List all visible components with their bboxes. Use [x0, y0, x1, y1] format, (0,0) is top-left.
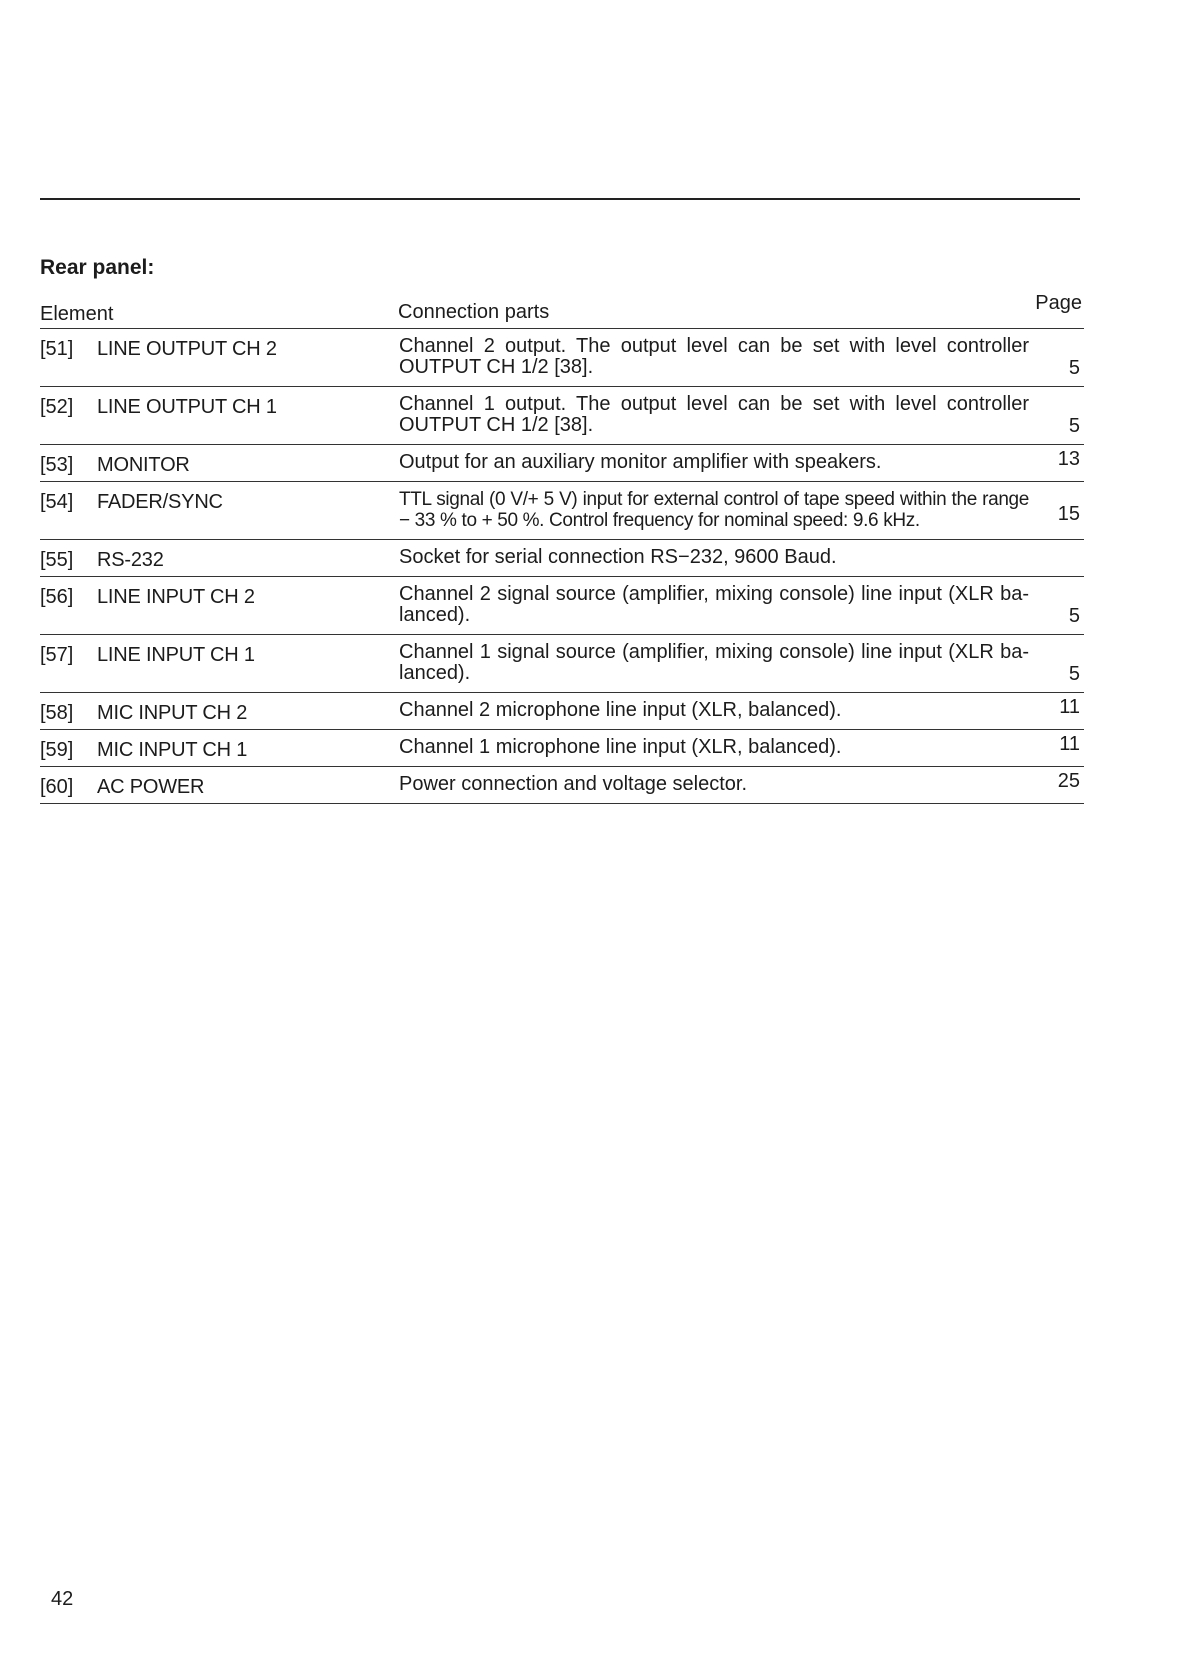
row-page: 13 — [1057, 448, 1080, 470]
table-row — [40, 445, 1084, 482]
row-element: LINE INPUT CH 1 — [97, 644, 255, 666]
row-description: Socket for serial connection RS−232, 9600 Baud. — [399, 546, 837, 568]
row-number: [54] — [40, 491, 74, 513]
row-element: LINE INPUT CH 2 — [97, 586, 255, 608]
row-description: Channel 1 microphone line input (XLR, balanced). — [399, 736, 842, 758]
table-header — [40, 292, 1084, 329]
row-element: MONITOR — [97, 454, 190, 476]
table-row — [40, 387, 1084, 445]
row-number: [59] — [40, 739, 74, 761]
table-row — [40, 635, 1084, 693]
row-page: 5 — [1068, 357, 1080, 379]
row-element: LINE OUTPUT CH 2 — [97, 338, 277, 360]
row-page: 5 — [1068, 663, 1080, 685]
header-connection: Connection parts — [398, 301, 550, 323]
rear-panel-table — [40, 292, 1084, 804]
row-description: Power connection and voltage selector. — [399, 773, 747, 795]
row-number: [60] — [40, 776, 74, 798]
row-number: [56] — [40, 586, 74, 608]
row-page: 11 — [1059, 733, 1080, 755]
row-number: [53] — [40, 454, 74, 476]
table-row — [40, 767, 1084, 804]
header-page: Page — [1035, 292, 1082, 314]
row-element: LINE OUTPUT CH 1 — [97, 396, 277, 418]
row-page: 15 — [1057, 503, 1080, 525]
table-row — [40, 693, 1084, 730]
row-element: FADER/SYNC — [97, 491, 223, 513]
row-description: Channel 2 microphone line input (XLR, balanced). — [399, 699, 842, 721]
row-page: 5 — [1068, 605, 1080, 627]
row-page: 11 — [1059, 696, 1080, 718]
table-row — [40, 482, 1084, 540]
row-element: AC POWER — [97, 776, 205, 798]
section-title: Rear panel: — [40, 256, 155, 279]
row-description: Channel 2 signal source (amplifier, mixing console) line input (XLR balanced). — [399, 583, 1029, 626]
header-element: Element — [40, 303, 114, 325]
table-row — [40, 730, 1084, 767]
row-element: MIC INPUT CH 2 — [97, 702, 248, 724]
row-description: TTL signal (0 V/+ 5 V) input for external control of tape speed within the range − 33 % to + 50 %. Control frequency for nominal speed: 9.6 kHz. — [399, 489, 1029, 531]
row-number: [57] — [40, 644, 74, 666]
table-row — [40, 577, 1084, 635]
table-row — [40, 329, 1084, 387]
row-number: [58] — [40, 702, 74, 724]
row-description: Output for an auxiliary monitor amplifier with speakers. — [399, 451, 882, 473]
row-description: Channel 1 signal source (amplifier, mixing console) line input (XLR balanced). — [399, 641, 1029, 684]
row-number: [51] — [40, 338, 74, 360]
row-description: Channel 2 output. The output level can be set with level controller OUTPUT CH 1/2 [38]. — [399, 335, 1029, 378]
row-page: 5 — [1068, 415, 1080, 437]
page-number: 42 — [51, 1588, 74, 1610]
row-element: RS-232 — [97, 549, 164, 571]
row-number: [55] — [40, 549, 74, 571]
row-number: [52] — [40, 396, 74, 418]
top-rule — [40, 198, 1080, 200]
row-description: Channel 1 output. The output level can be set with level controller OUTPUT CH 1/2 [38]. — [399, 393, 1029, 436]
table-row — [40, 540, 1084, 577]
row-page: 25 — [1057, 770, 1080, 792]
row-element: MIC INPUT CH 1 — [97, 739, 248, 761]
